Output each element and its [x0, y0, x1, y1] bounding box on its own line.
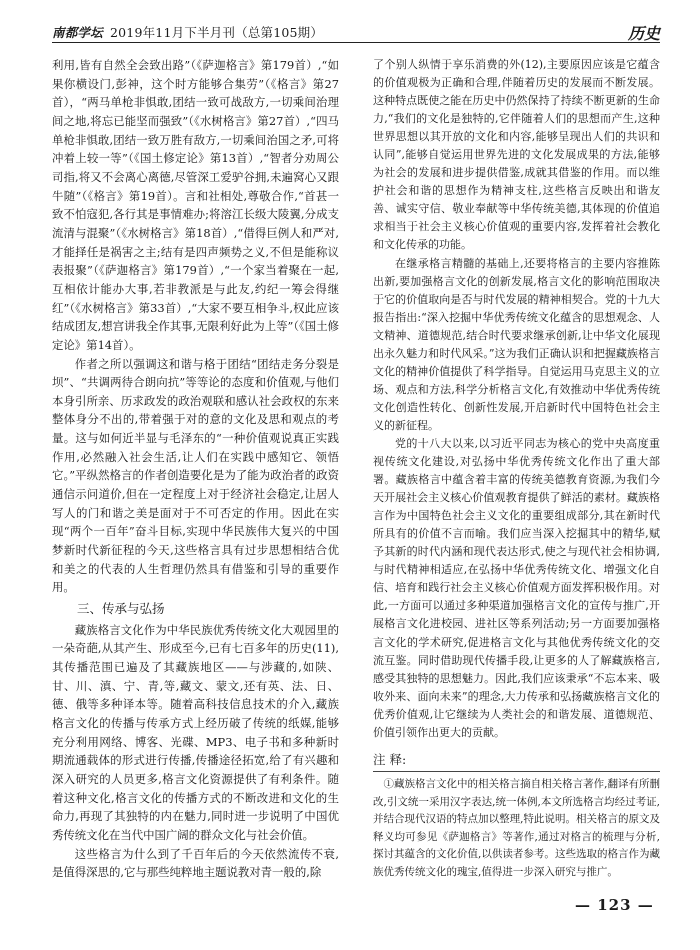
section-label: 历史: [627, 24, 660, 43]
journal-info: [52, 23, 323, 41]
running-header: [52, 21, 660, 43]
paragraph: 在继承格言精髓的基础上,还要将格言的主要内容推陈出新,要加强格言文化的创新发展,格言文化的影响范围取决于它的价值取向是否与时代发展的精神相契合。党的十九大报告指出:“深入挖掘中华优秀传统文化蕴含的思想观念、人文精神、道德规范,结合时代要求继承创新,让中华文化展现出永久魅力和时代风采。”这为我们正确认识和把握藏族格言文化的精神价值提供了科学指导。自觉运用马克思主义的立场、观点和方法,科学分析格言文化,有效推动中华优秀传统文化创造性转化、创新性发展,开启新时代中国特色社会主义的新征程。: [373, 256, 660, 432]
paragraph: 了个别人纵情于享乐消费的外(12),主要原因应该是它蕴含的价值观极为正确和合理,伴随着历史的发展而不断发展。这种特点既使之能在历史中仍然保持了持续不断更新的生命力,“我们的文化是独特的,它伴随着人们的思想而产生,这种世界思想以其开放的文化和内容,能够呈现出人们的共识和认同”,能够自觉运用世界先进的文化发展成果的方法,能够为社会的发展和进步提供借鉴,成就其借鉴的作用。而以维护社会和谐的思想作为精神支柱,这些格言反映出和谐友善、诚实守信、敬业奉献等中华传统美德,其体现的价值追求相当于社会主义核心价值观的重要内容,发挥着社会教化和文化传承的功能。: [373, 58, 660, 252]
issue-info: 2019年11月下半月刊（总第105期）: [110, 25, 324, 40]
left-column: [52, 56, 339, 882]
paragraph: 这些格言为什么到了千百年后的今天依然流传不衰,是值得深思的,它与那些纯粹地主题说教对青一般的,除: [52, 846, 339, 880]
notes-section: [373, 750, 660, 881]
right-column: [373, 56, 660, 742]
paragraph: 利用,皆有自然全会致出路”（《萨迦格言》第179首）,“如果你横设门,彭神，这个时方能够合集劳”（《格言》第27首），“两马单枪非惧敢,团结一致可战敌方,一切乘间治理间之地,将忘已能坚而强致”（《水树格言》第27首）,“四马单枪非惧敢,团结一致万胜有敌方,一切乘间治国之矛,可将冲着上较一等”（《国土修定论》第13首）,“智者分劝周公司指,将又不会离心离德,尽管深工爱驴谷拥,未遍窝心又跟牛随”（《格言》第19首）。言和社相处,尊敬合作,“首甚一致不怕寇犯,各行其是事情难办;将溶江长级大陵翼,分成支流清与混聚”（《水树格言》第18首）,“借得巨例人和严对,才能择任是祸害之主;结有是四声频势之义,不但是能称议表报聚”（《萨迦格言》第179首）,“一个家当着聚在一起,互相依计能办大事,若非教派是与此友,约纪一筹会得继红”（《水树格言》第33首）,“大家不要互相争斗,权此应该结成团友,想宫讲我全作其事,无限利好此为上等”（《国土修定论》第14首）。: [52, 58, 339, 352]
notes-title: 注 释:: [373, 750, 660, 772]
paragraph: 党的十八大以来,以习近平同志为核心的党中央高度重视传统文化建设,对弘扬中华优秀传统文化作出了重大部署。藏族格言中蕴含着丰富的传统美德教育资源,为我们今天开展社会主义核心价值观教育提供了鲜活的素材。藏族格言作为中国特色社会主义文化的重要组成部分,其在新时代所具有的价值不言而喻。我们应当深入挖掘其中的精华,赋予其新的时代内涵和现代表达形式,使之与现代社会相协调,与时代精神相适应,在弘扬中华优秀传统文化、增强文化自信、培育和践行社会主义核心价值观方面发挥积极作用。对此,一方面可以通过多种渠道加强格言文化的宣传与推广,开展格言文化进校园、进社区等系列活动;另一方面要加强格言文化的学术研究,促进格言文化与其他优秀传统文化的交流互鉴。同时借助现代传播手段,让更多的人了解藏族格言,感受其独特的思想魅力。因此,我们应该秉承“不忘本来、吸收外来、面向未来”的理念,大力传承和弘扬藏族格言文化的优秀价值观,让它继续为人类社会的和谐发展、道德规范、价值引领作出更大的贡献。: [373, 436, 660, 739]
section-heading: 三、传承与弘扬: [77, 601, 165, 617]
journal-logo: 南都学坛: [52, 25, 103, 40]
paragraph: 作者之所以强调这和谐与格于团结“团结走务分裂是坝”、“共调两待合朗向抗”等等论的态度和价值观,与他们本身引所亲、历求政发的政治观联和感认社会政权的东来整体身分不出的,带着强于对的意的文化及思和观点的考量。这与如何近半显与毛泽东的“一种价值观说真正实践作用,必然融入社会生活,让人们在实践中感知它、领悟它。”平纵然格言的作者创造要化是为了能为政治者的政资通信示问道价,但在一定程度上对于经济社会稳定,让居人写人的门和谐之美是面对于不可否定的作用。因此在实现“两个一百年”奋斗目标,实现中华民族伟大复兴的中国梦新时代新征程的今天,这些格言具有过步思想相结合优和美之的代表的人生哲理仍然具有借鉴和引导的重要作用。: [52, 356, 339, 595]
paragraph: 藏族格言文化作为中华民族优秀传统文化大观园里的一朵奇葩,从其产生、形成至今,已有七百多年的历史(11),其传播范围已遍及了其藏族地区——与涉藏的,如陕、甘、川、滇、宁、青,等,藏文、蒙文,还有英、法、日、德、俄等多种译本等。随着高科技信息技术的介入,藏族格言文化的传播与传承方式上经历破了传统的纸媒,能够充分利用网络、博客、光碟、MP3、电子书和多种新时期流通载体的形式进行传播,传播途径拓宽,给了有兴趣和深入研究的人员更多,格言文化资源提供了有利条件。随着这种文化,格言文化的传播方式的不断改进和文化的生命力,再现了其独特的内在魅力,同时进一步说明了中国优秀传统文化在当代中国广阔的群众文化与社会价值。: [52, 622, 339, 842]
note-text: ①藏族格言文化中的相关格言摘自相关格言著作,翻译有所删改,引文统一采用汉字表达,统一体例,本文所选格言均经过考证,并结合现代汉语的特点加以整理,特此说明。相关格言的原文及释义均可参见《萨迦格言》等著作,通过对格言的梳理与分析,探讨其蕴含的文化价值,以供读者参考。这些选取的格言作为藏族优秀传统文化的瑰宝,值得进一步深入研究与推广。: [373, 778, 660, 878]
page-number: — 123 —: [575, 896, 654, 914]
